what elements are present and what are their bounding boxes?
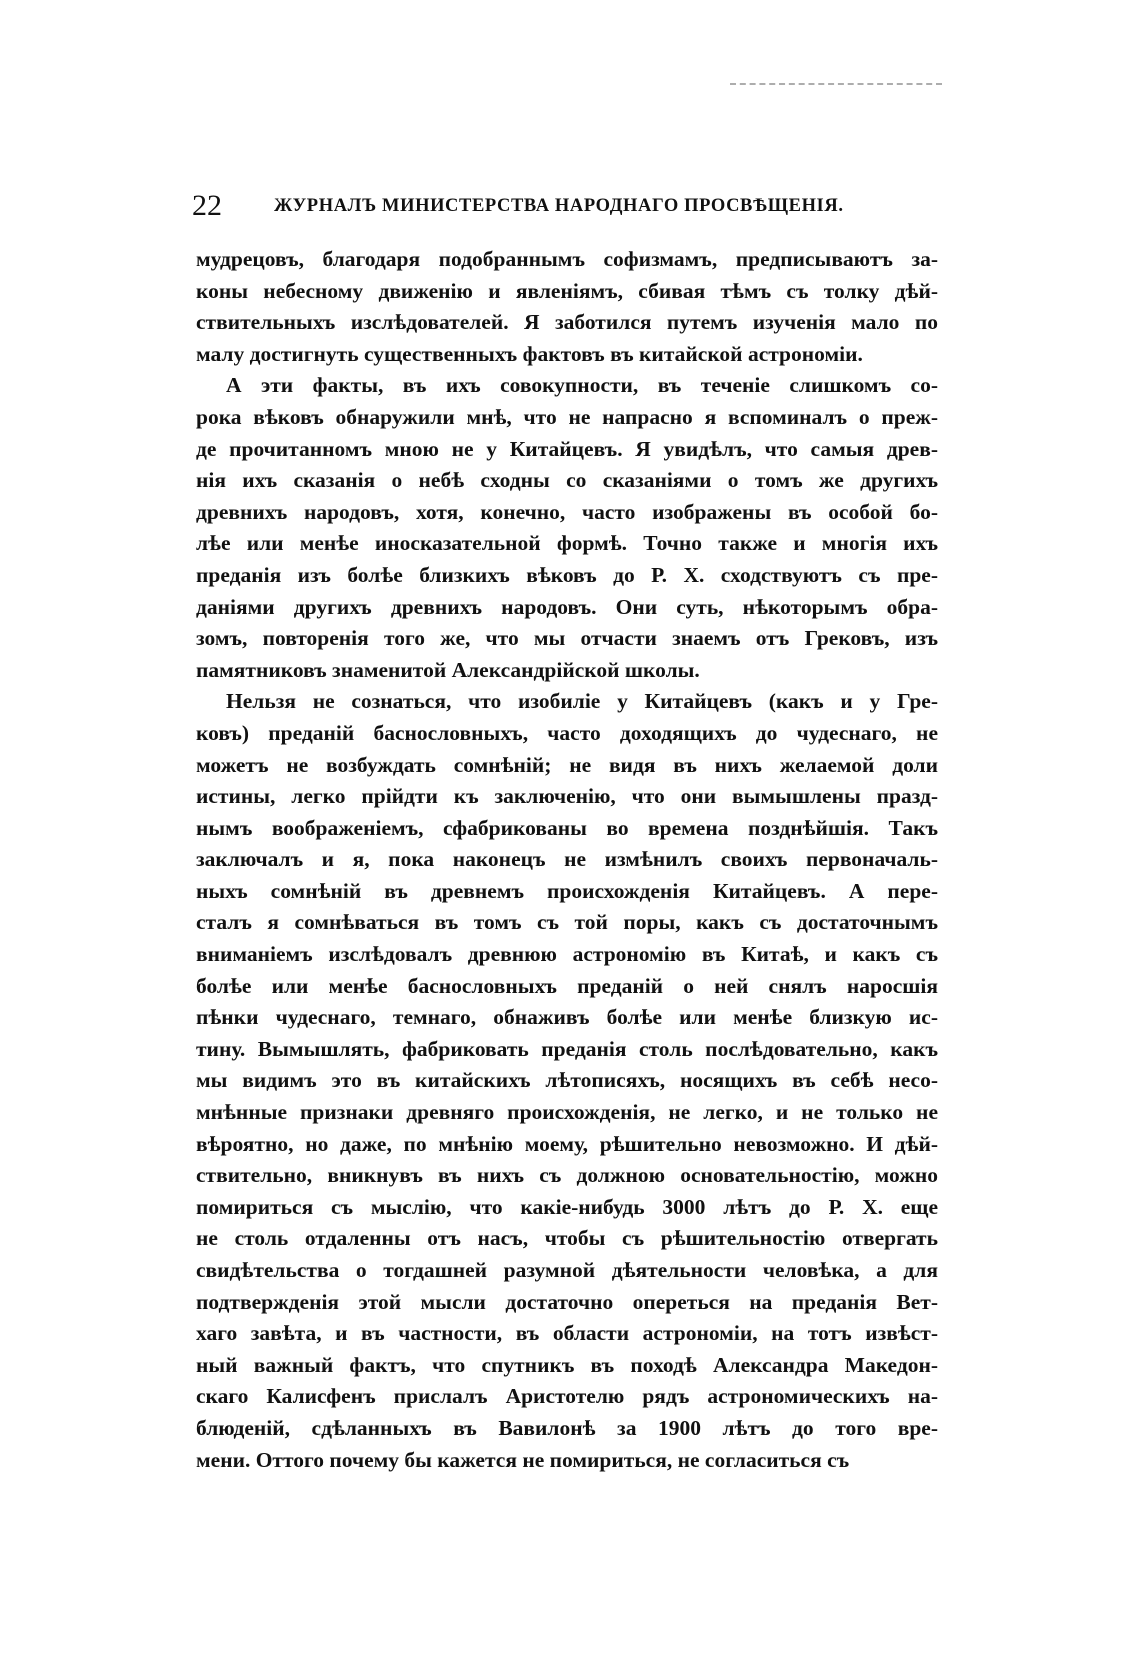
text-line: малу достигнуть существенныхъ фактовъ въ китайской астрономіи.: [196, 341, 863, 366]
text-line: ный важный фактъ, что спутникъ въ походѣ Александра Македон-: [196, 1352, 938, 1377]
running-title: ЖУРНАЛЪ МИНИСТЕРСТВА НАРОДНАГО ПРОСВѢЩЕНІЯ.: [274, 196, 844, 216]
page-header: [192, 186, 942, 226]
text-line: мы видимъ это въ китайскихъ лѣтописяхъ, носящихъ въ себѣ несо-: [196, 1068, 938, 1093]
text-line: подтвержденія этой мысли достаточно опереться на преданія Вет-: [196, 1289, 938, 1314]
text-line: нія ихъ сказанія о небѣ сходны со сказаніями о томъ же другихъ: [196, 468, 938, 493]
body-text: [196, 244, 938, 1476]
text-line: мнѣнные признаки древняго происхожденія, не легко, и не только не: [196, 1100, 938, 1125]
text-line: тину. Вымышлять, фабриковать преданія столь послѣдовательно, какъ: [196, 1036, 938, 1061]
text-line: можетъ не возбуждать сомнѣній; не видя въ нихъ желаемой доли: [196, 752, 938, 777]
text-line: блюденій, сдѣланныхъ въ Вавилонѣ за 1900 лѣтъ до того вре-: [196, 1415, 938, 1440]
text-line: зомъ, повторенія того же, что мы отчасти знаемъ отъ Грековъ, изъ: [196, 626, 938, 651]
text-line: ствительныхъ изслѣдователей. Я заботился путемъ изученія мало по: [196, 310, 938, 335]
text-line: ствительно, вникнувъ въ нихъ съ должною основательностію, можно: [196, 1163, 938, 1188]
text-line: вниманіемъ изслѣдовалъ древнюю астрономію въ Китаѣ, и какъ съ: [196, 942, 938, 967]
paragraph: [196, 244, 938, 370]
paragraph: [196, 370, 938, 686]
text-line: сталъ я сомнѣваться въ томъ съ той поры, какъ съ достаточнымъ: [196, 910, 938, 935]
text-line: помириться съ мыслію, что какіе-нибудь 3000 лѣтъ до Р. Х. еще: [196, 1194, 938, 1219]
text-line: пѣнки чудеснаго, темнаго, обнаживъ болѣе или менѣе близкую ис-: [196, 1005, 938, 1030]
text-line: скаго Калисфенъ прислалъ Аристотелю рядъ астрономическихъ на-: [196, 1384, 938, 1409]
text-line: древнихъ народовъ, хотя, конечно, часто изображены въ особой бо-: [196, 499, 938, 524]
text-line: де прочитанномъ мною не у Китайцевъ. Я увидѣлъ, что самыя древ-: [196, 436, 938, 461]
text-line: коны небесному движенію и явленіямъ, сбивая тѣмъ съ толку дѣй-: [196, 278, 938, 303]
text-line: не столь отдаленны отъ насъ, чтобы съ рѣшительностію отвергать: [196, 1226, 938, 1251]
scan-artifact-mark: [730, 83, 942, 85]
text-line: ковъ) преданій баснословныхъ, часто доходящихъ до чудеснаго, не: [196, 720, 938, 745]
text-line: истины, легко прійдти къ заключенію, что они вымышлены празд-: [196, 784, 938, 809]
text-line: нымъ воображеніемъ, сфабрикованы во времена позднѣйшія. Такъ: [196, 815, 938, 840]
text-line: мудрецовъ, благодаря подобраннымъ софизмамъ, предписываютъ за-: [196, 247, 938, 271]
text-line: Нельзя не сознаться, что изобиліе у Китайцевъ (какъ и у Гре-: [226, 689, 938, 714]
text-line: свидѣтельства о тогдашней разумной дѣятельности человѣка, а для: [196, 1258, 938, 1282]
text-line: вѣроятно, но даже, по мнѣнію моему, рѣшительно невозможно. И дѣй-: [196, 1131, 938, 1156]
text-line: преданія изъ болѣе близкихъ вѣковъ до Р. Х. сходствуютъ съ пре-: [196, 562, 938, 587]
text-line: заключалъ и я, пока наконецъ не измѣнилъ своихъ первоначаль-: [196, 847, 938, 872]
text-line: рока вѣковъ обнаружили мнѣ, что не напрасно я вспоминалъ о преж-: [196, 404, 938, 429]
text-line: памятниковъ знаменитой Александрійской школы.: [196, 657, 700, 682]
text-line: ныхъ сомнѣній въ древнемъ происхожденія Китайцевъ. А пере-: [196, 878, 938, 903]
text-line: даніями другихъ древнихъ народовъ. Они суть, нѣкоторымъ обра-: [196, 594, 938, 619]
text-line: хаго завѣта, и въ частности, въ области астрономіи, на тотъ извѣст-: [196, 1321, 938, 1346]
paragraph: [196, 686, 938, 1476]
text-line: лѣе или менѣе иносказательной формѣ. Точно также и многія ихъ: [196, 531, 938, 556]
text-line: болѣе или менѣе баснословныхъ преданій о ней снялъ наросшія: [196, 973, 938, 998]
text-line: А эти факты, въ ихъ совокупности, въ теченіе слишкомъ со-: [226, 373, 938, 398]
page-number: 22: [192, 189, 222, 222]
text-line: мени. Оттого почему бы кажется не помириться, не согласиться съ: [196, 1447, 850, 1472]
